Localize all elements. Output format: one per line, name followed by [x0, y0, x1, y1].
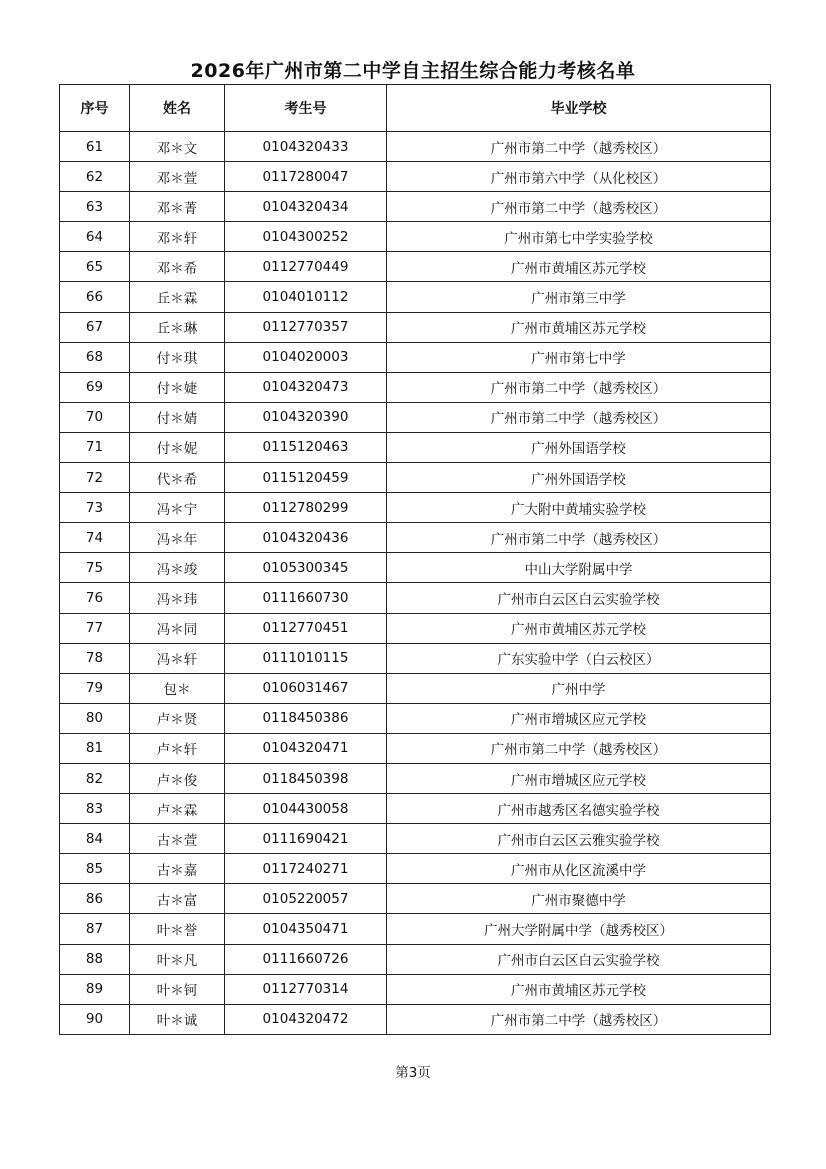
cell-name: 邓＊文	[130, 132, 225, 162]
cell-school: 广州市第二中学（越秀校区）	[387, 402, 771, 432]
table-row	[60, 733, 771, 763]
table-row	[60, 1004, 771, 1034]
cell-school: 广州市聚德中学	[387, 884, 771, 914]
cell-school: 广州市黄埔区苏元学校	[387, 312, 771, 342]
cell-seq: 65	[60, 252, 130, 282]
header-exam-id: 考生号	[225, 85, 387, 132]
cell-name: 卢＊霖	[130, 794, 225, 824]
candidate-table	[59, 84, 771, 1035]
cell-seq: 85	[60, 854, 130, 884]
cell-school: 广州大学附属中学（越秀校区）	[387, 914, 771, 944]
header-school: 毕业学校	[387, 85, 771, 132]
cell-exam-id: 0104320472	[225, 1004, 387, 1034]
table-row	[60, 914, 771, 944]
cell-name: 邓＊轩	[130, 222, 225, 252]
cell-school: 广州市黄埔区苏元学校	[387, 613, 771, 643]
cell-exam-id: 0112770357	[225, 312, 387, 342]
cell-exam-id: 0104020003	[225, 342, 387, 372]
cell-name: 冯＊竣	[130, 553, 225, 583]
cell-school: 广大附中黄埔实验学校	[387, 493, 771, 523]
table-row	[60, 523, 771, 553]
header-seq: 序号	[60, 85, 130, 132]
cell-name: 邓＊希	[130, 252, 225, 282]
cell-exam-id: 0112780299	[225, 493, 387, 523]
cell-seq: 83	[60, 794, 130, 824]
cell-name: 邓＊萱	[130, 162, 225, 192]
table-row	[60, 613, 771, 643]
table-row	[60, 372, 771, 402]
cell-school: 广州市黄埔区苏元学校	[387, 974, 771, 1004]
cell-school: 广州市第二中学（越秀校区）	[387, 192, 771, 222]
cell-name: 古＊萱	[130, 824, 225, 854]
table-row	[60, 583, 771, 613]
cell-seq: 75	[60, 553, 130, 583]
cell-school: 广州市第二中学（越秀校区）	[387, 733, 771, 763]
cell-school: 广州市白云区云雅实验学校	[387, 824, 771, 854]
cell-school: 广州外国语学校	[387, 432, 771, 462]
cell-school: 广州市第二中学（越秀校区）	[387, 1004, 771, 1034]
table-row	[60, 312, 771, 342]
table-row	[60, 463, 771, 493]
cell-seq: 64	[60, 222, 130, 252]
cell-name: 冯＊年	[130, 523, 225, 553]
cell-seq: 71	[60, 432, 130, 462]
cell-school: 广州外国语学校	[387, 463, 771, 493]
cell-exam-id: 0104350471	[225, 914, 387, 944]
cell-exam-id: 0112770314	[225, 974, 387, 1004]
cell-seq: 69	[60, 372, 130, 402]
cell-name: 卢＊轩	[130, 733, 225, 763]
cell-exam-id: 0111690421	[225, 824, 387, 854]
table-row	[60, 643, 771, 673]
cell-exam-id: 0104320473	[225, 372, 387, 402]
cell-seq: 78	[60, 643, 130, 673]
cell-name: 叶＊钶	[130, 974, 225, 1004]
cell-name: 代＊希	[130, 463, 225, 493]
cell-school: 广州市白云区白云实验学校	[387, 583, 771, 613]
cell-name: 冯＊玮	[130, 583, 225, 613]
cell-school: 广东实验中学（白云校区）	[387, 643, 771, 673]
cell-exam-id: 0115120463	[225, 432, 387, 462]
cell-school: 中山大学附属中学	[387, 553, 771, 583]
cell-seq: 80	[60, 703, 130, 733]
table-row	[60, 553, 771, 583]
cell-school: 广州市黄埔区苏元学校	[387, 252, 771, 282]
cell-seq: 67	[60, 312, 130, 342]
page-number: 第3页	[395, 1065, 431, 1081]
cell-exam-id: 0104320471	[225, 733, 387, 763]
cell-school: 广州市第二中学（越秀校区）	[387, 372, 771, 402]
table-header-row	[60, 85, 771, 132]
cell-exam-id: 0111660730	[225, 583, 387, 613]
cell-seq: 70	[60, 402, 130, 432]
table-row	[60, 824, 771, 854]
cell-seq: 72	[60, 463, 130, 493]
cell-name: 付＊婧	[130, 402, 225, 432]
cell-name: 古＊富	[130, 884, 225, 914]
cell-exam-id: 0104010112	[225, 282, 387, 312]
cell-name: 叶＊凡	[130, 944, 225, 974]
cell-seq: 81	[60, 733, 130, 763]
cell-school: 广州市第六中学（从化校区）	[387, 162, 771, 192]
cell-name: 冯＊宁	[130, 493, 225, 523]
table-row	[60, 944, 771, 974]
cell-exam-id: 0104300252	[225, 222, 387, 252]
cell-exam-id: 0104430058	[225, 794, 387, 824]
cell-name: 叶＊誉	[130, 914, 225, 944]
cell-exam-id: 0118450386	[225, 703, 387, 733]
table-row	[60, 854, 771, 884]
cell-seq: 86	[60, 884, 130, 914]
cell-seq: 74	[60, 523, 130, 553]
cell-school: 广州市第三中学	[387, 282, 771, 312]
cell-school: 广州市第二中学（越秀校区）	[387, 132, 771, 162]
cell-school: 广州市从化区流溪中学	[387, 854, 771, 884]
cell-school: 广州市越秀区名德实验学校	[387, 794, 771, 824]
cell-school: 广州市增城区应元学校	[387, 703, 771, 733]
document-title: 2026年广州市第二中学自主招生综合能力考核名单	[190, 60, 636, 82]
cell-school: 广州市第七中学	[387, 342, 771, 372]
cell-seq: 90	[60, 1004, 130, 1034]
cell-exam-id: 0117240271	[225, 854, 387, 884]
cell-exam-id: 0104320436	[225, 523, 387, 553]
cell-exam-id: 0104320433	[225, 132, 387, 162]
table-row	[60, 222, 771, 252]
cell-name: 付＊琪	[130, 342, 225, 372]
cell-seq: 66	[60, 282, 130, 312]
table-row	[60, 974, 771, 1004]
table-body	[60, 132, 771, 1035]
cell-seq: 87	[60, 914, 130, 944]
cell-exam-id: 0117280047	[225, 162, 387, 192]
cell-exam-id: 0104320434	[225, 192, 387, 222]
cell-seq: 76	[60, 583, 130, 613]
table-row	[60, 673, 771, 703]
cell-exam-id: 0115120459	[225, 463, 387, 493]
cell-exam-id: 0111010115	[225, 643, 387, 673]
table-row	[60, 794, 771, 824]
cell-seq: 88	[60, 944, 130, 974]
cell-seq: 82	[60, 763, 130, 793]
cell-exam-id: 0112770449	[225, 252, 387, 282]
cell-name: 卢＊贤	[130, 703, 225, 733]
cell-name: 丘＊霖	[130, 282, 225, 312]
cell-exam-id: 0104320390	[225, 402, 387, 432]
cell-school: 广州市白云区白云实验学校	[387, 944, 771, 974]
table-row	[60, 763, 771, 793]
header-name: 姓名	[130, 85, 225, 132]
cell-school: 广州市第七中学实验学校	[387, 222, 771, 252]
table-row	[60, 282, 771, 312]
cell-seq: 68	[60, 342, 130, 372]
cell-seq: 63	[60, 192, 130, 222]
cell-exam-id: 0105300345	[225, 553, 387, 583]
cell-school: 广州市第二中学（越秀校区）	[387, 523, 771, 553]
cell-exam-id: 0106031467	[225, 673, 387, 703]
cell-name: 冯＊同	[130, 613, 225, 643]
cell-name: 冯＊轩	[130, 643, 225, 673]
cell-name: 邓＊菁	[130, 192, 225, 222]
cell-school: 广州中学	[387, 673, 771, 703]
cell-seq: 84	[60, 824, 130, 854]
table-row	[60, 703, 771, 733]
cell-name: 丘＊琳	[130, 312, 225, 342]
cell-seq: 62	[60, 162, 130, 192]
cell-exam-id: 0112770451	[225, 613, 387, 643]
table-row	[60, 493, 771, 523]
cell-seq: 77	[60, 613, 130, 643]
table-row	[60, 132, 771, 162]
table-row	[60, 884, 771, 914]
cell-exam-id: 0105220057	[225, 884, 387, 914]
table-row	[60, 402, 771, 432]
cell-exam-id: 0118450398	[225, 763, 387, 793]
cell-seq: 89	[60, 974, 130, 1004]
cell-name: 付＊婕	[130, 372, 225, 402]
table-row	[60, 342, 771, 372]
table-row	[60, 252, 771, 282]
cell-seq: 61	[60, 132, 130, 162]
cell-exam-id: 0111660726	[225, 944, 387, 974]
cell-name: 付＊妮	[130, 432, 225, 462]
cell-seq: 73	[60, 493, 130, 523]
cell-name: 叶＊诚	[130, 1004, 225, 1034]
table-row	[60, 162, 771, 192]
table-row	[60, 432, 771, 462]
cell-name: 卢＊俊	[130, 763, 225, 793]
table-row	[60, 192, 771, 222]
cell-name: 包＊	[130, 673, 225, 703]
cell-seq: 79	[60, 673, 130, 703]
cell-school: 广州市增城区应元学校	[387, 763, 771, 793]
cell-name: 古＊嘉	[130, 854, 225, 884]
